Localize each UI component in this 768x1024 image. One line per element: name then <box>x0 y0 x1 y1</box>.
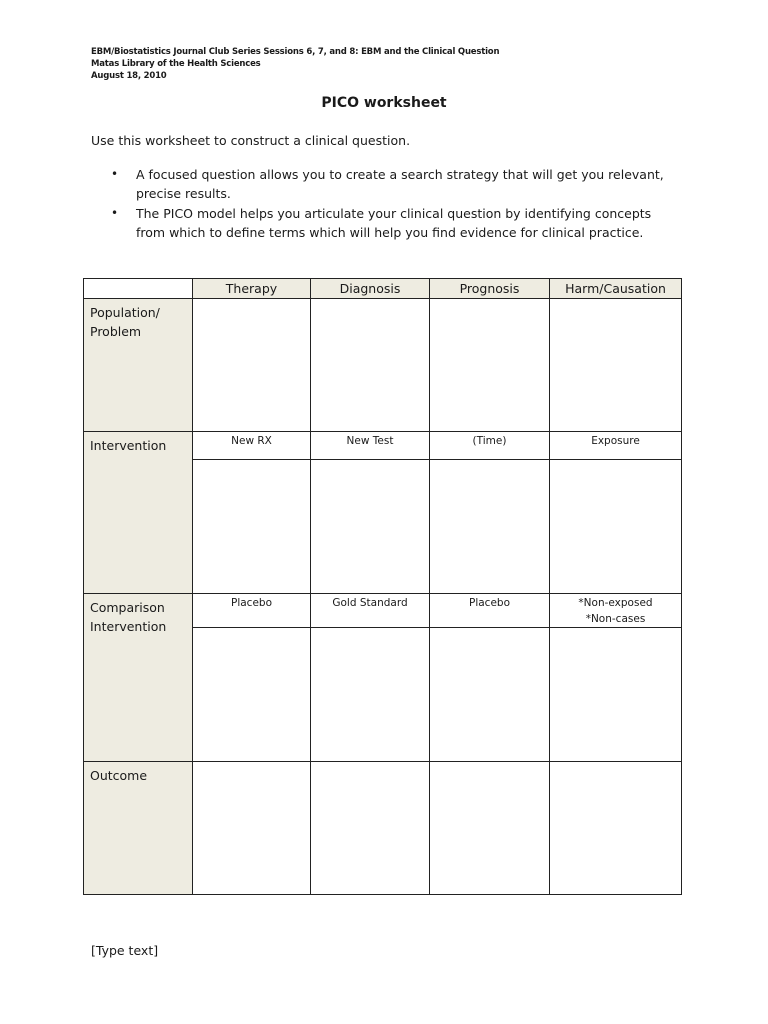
intervention-diagnosis-hint: New Test <box>311 432 430 460</box>
list-item <box>91 204 681 242</box>
entry-cell[interactable] <box>311 762 430 895</box>
table-row <box>84 594 682 628</box>
entry-cell[interactable] <box>311 628 430 762</box>
bullet-text: A focused question allows you to create a search strategy that will get you relevant, precise results. <box>136 167 664 201</box>
table-row <box>84 762 682 895</box>
header-series: EBM/Biostatistics Journal Club Series Sessions 6, 7, and 8: EBM and the Clinical Question <box>91 47 500 57</box>
entry-cell[interactable] <box>430 299 550 432</box>
column-header-prognosis: Prognosis <box>430 279 550 299</box>
column-header-diagnosis: Diagnosis <box>311 279 430 299</box>
table-row <box>84 432 682 460</box>
comparison-diagnosis-hint: Gold Standard <box>311 594 430 628</box>
entry-cell[interactable] <box>550 460 682 594</box>
bullet-list <box>91 165 681 243</box>
entry-cell[interactable] <box>311 460 430 594</box>
comparison-therapy-hint: Placebo <box>193 594 311 628</box>
row-label-outcome: Outcome <box>84 762 193 895</box>
column-header-therapy: Therapy <box>193 279 311 299</box>
entry-cell[interactable] <box>193 628 311 762</box>
intervention-therapy-hint: New RX <box>193 432 311 460</box>
entry-cell[interactable] <box>193 299 311 432</box>
entry-cell[interactable] <box>430 460 550 594</box>
header-date: August 18, 2010 <box>91 71 167 81</box>
intro-text: Use this worksheet to construct a clinical question. <box>91 133 411 148</box>
comparison-harm-hint: *Non-exposed *Non-cases <box>550 594 682 628</box>
list-item <box>91 165 681 203</box>
pico-table <box>83 278 682 895</box>
bullet-text: The PICO model helps you articulate your clinical question by identifying concepts from which to define terms which will help you find evidence for clinical practice. <box>136 206 652 240</box>
row-label-intervention: Intervention <box>84 432 193 594</box>
intervention-harm-hint: Exposure <box>550 432 682 460</box>
table-header-row <box>84 279 682 299</box>
footer-placeholder[interactable]: [Type text] <box>91 943 159 958</box>
header-library: Matas Library of the Health Sciences <box>91 59 261 69</box>
row-label-population: Population/ Problem <box>84 299 193 432</box>
intervention-prognosis-hint: (Time) <box>430 432 550 460</box>
entry-cell[interactable] <box>311 299 430 432</box>
entry-cell[interactable] <box>550 299 682 432</box>
row-label-comparison: Comparison Intervention <box>84 594 193 762</box>
bullet-dot: • <box>111 167 119 181</box>
column-header-harm-causation: Harm/Causation <box>550 279 682 299</box>
table-row <box>84 299 682 432</box>
entry-cell[interactable] <box>430 628 550 762</box>
entry-cell[interactable] <box>430 762 550 895</box>
page-title: PICO worksheet <box>321 95 447 111</box>
entry-cell[interactable] <box>193 460 311 594</box>
comparison-prognosis-hint: Placebo <box>430 594 550 628</box>
entry-cell[interactable] <box>550 628 682 762</box>
entry-cell[interactable] <box>550 762 682 895</box>
corner-cell <box>84 279 193 299</box>
entry-cell[interactable] <box>193 762 311 895</box>
bullet-dot: • <box>111 206 119 220</box>
